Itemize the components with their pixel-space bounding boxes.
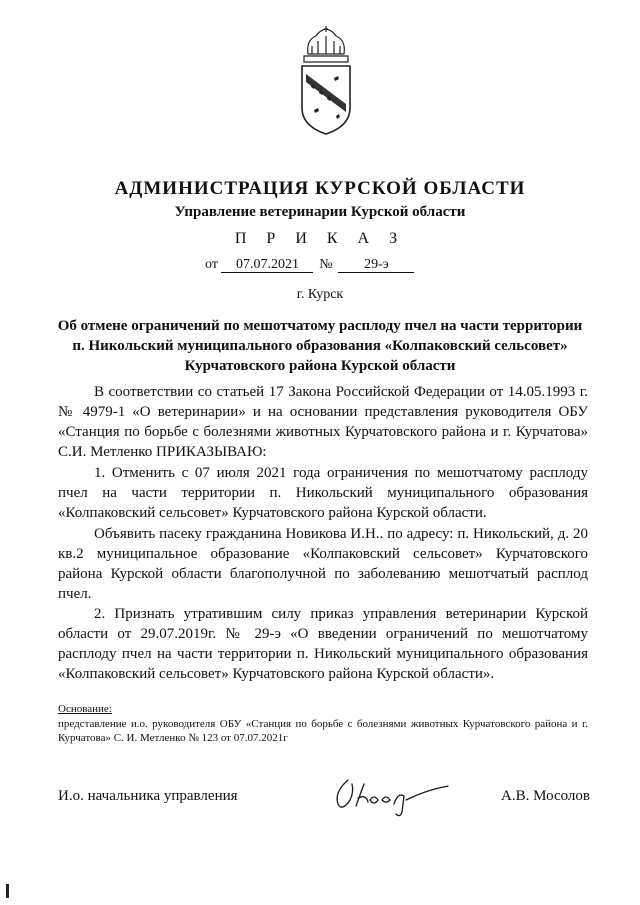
item-2-paragraph: 2. Признать утратившим силу приказ управления ветеринарии Курской области от 29.07.2019г. № 29-э «О введении ограничений по мешотчатому расплоду пчел на части территории п. Никольский муниципального образования «Колпаковский сельсовет» Курчатовского района Курской области». — [58, 606, 588, 682]
coat-of-arms-icon — [294, 26, 358, 138]
subject-line-1: Об отмене ограничений по мешотчатому расплоду пчел на части территории — [57, 318, 583, 334]
subject-line-3: Курчатовского района Курской области — [184, 358, 456, 374]
signatory-name: А.В. Мосолов — [501, 788, 590, 804]
date-number-line — [205, 257, 414, 273]
basis-text: представление и.о. руководителя ОБУ «Станция по борьбе с болезнями животных Курчатовского района и г. Курчатова» С. И. Метленко № 123 от 07.07.2021г — [58, 718, 588, 744]
organization-title: АДМИНИСТРАЦИЯ КУРСКОЙ ОБЛАСТИ — [114, 178, 526, 199]
basis-title: Основание: — [58, 703, 112, 715]
department-title: Управление ветеринарии Курской области — [174, 204, 466, 220]
order-subject — [0, 316, 640, 376]
signatory-position: И.о. начальника управления — [58, 788, 238, 804]
preamble-paragraph: В соответствии со статьей 17 Закона Российской Федерации от 14.05.1993 г. № 4979-1 «О ветеринарии» и на основании представления руководителя ОБУ «Станция по борьбе с болезнями животных Курчатовского района и г. Курчатова» С.И. Метленко ПРИКАЗЫВАЮ: — [58, 384, 588, 460]
order-date: 07.07.2021 — [221, 258, 313, 273]
subject-line-2: п. Никольский муниципального образования «Колпаковский сельсовет» — [72, 338, 568, 354]
document-type: П Р И К А З — [234, 230, 406, 247]
date-prefix: от — [205, 257, 218, 272]
order-number: 29-э — [338, 258, 414, 273]
number-prefix: № — [319, 257, 333, 272]
scan-edge-mark — [6, 884, 9, 898]
item-1-paragraph: 1. Отменить с 07 июля 2021 года ограничения по мешотчатому расплоду пчел на части территории п. Никольский муниципального образования «Колпаковский сельсовет» Курчатовского района Курской области. — [58, 465, 588, 521]
apiary-declaration-paragraph: Объявить пасеку гражданина Новикова И.Н.. по адресу: п. Никольский, д. 20 кв.2 муниципальное образование «Колпаковский сельсовет» Курчатовского района Курской области благополучной по заболеванию мешотчатый расплод пчел. — [58, 526, 588, 602]
handwritten-signature — [330, 770, 470, 820]
city: г. Курск — [296, 287, 344, 302]
